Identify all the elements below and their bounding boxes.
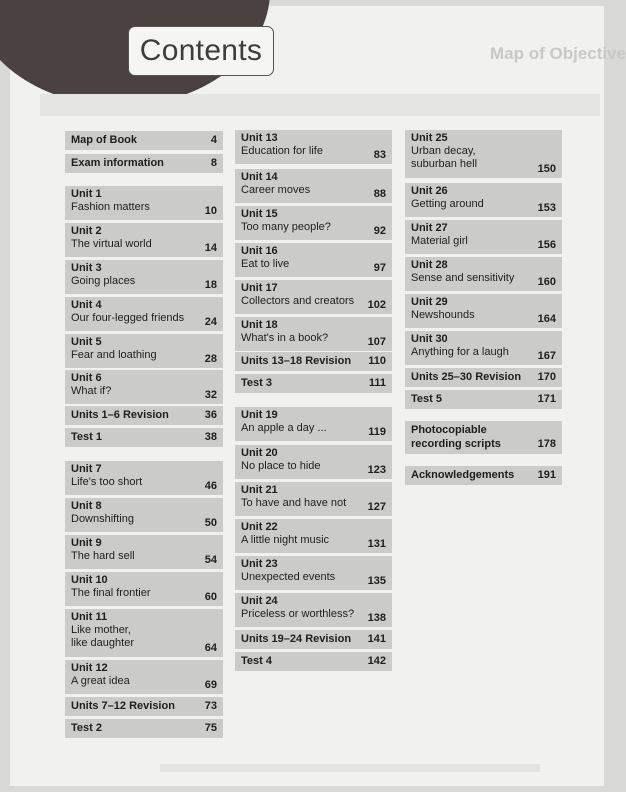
toc-entry-label: Test 3 <box>241 377 272 389</box>
toc-entry-page: 64 <box>204 642 217 654</box>
toc-entry-page: 123 <box>367 464 386 476</box>
toc-entry-page: 167 <box>537 350 556 362</box>
toc-entry-title: Like mother, like daughter <box>71 624 134 649</box>
toc-entry-page: 73 <box>204 700 217 712</box>
toc-entry-page: 32 <box>204 389 217 401</box>
toc-entry[interactable] <box>405 368 562 387</box>
toc-entry-page: 46 <box>204 480 217 492</box>
toc-entry-page: 107 <box>367 336 386 348</box>
toc-entry-label: Units 7–12 Revision <box>71 700 175 712</box>
toc-entry-title: Eat to live <box>241 258 290 270</box>
toc-entry[interactable] <box>65 719 223 738</box>
toc-entry-label: Unit 8 <box>71 500 102 512</box>
toc-entry-title: Priceless or worthless? <box>241 608 355 620</box>
toc-entry-title: A great idea <box>71 675 130 687</box>
toc-entry[interactable] <box>235 280 392 314</box>
toc-entry-label: Unit 24 <box>241 595 278 607</box>
toc-entry-label: Exam information <box>71 157 164 169</box>
toc-entry-page: 150 <box>537 163 556 175</box>
toc-entry-page: 8 <box>210 157 217 169</box>
toc-entry-page: 102 <box>367 299 386 311</box>
toc-entry-page: 156 <box>537 239 556 251</box>
page-title: Contents <box>139 34 263 67</box>
toc-entry-label: Unit 2 <box>71 225 102 237</box>
toc-entry-label: Test 1 <box>71 431 102 443</box>
toc-entry-page: 97 <box>373 262 386 274</box>
toc-entry-page: 135 <box>367 575 386 587</box>
background-footer <box>160 764 540 772</box>
toc-entry-page: 24 <box>204 316 217 328</box>
toc-entry[interactable] <box>65 660 223 694</box>
toc-entry[interactable] <box>65 186 223 220</box>
toc-entry-page: 138 <box>367 612 386 624</box>
toc-entry-title: Material girl <box>411 235 468 247</box>
toc-entry-title: Downshifting <box>71 513 134 525</box>
toc-entry-page: 36 <box>204 409 217 421</box>
toc-entry[interactable] <box>235 243 392 277</box>
toc-entry-label: Test 2 <box>71 722 102 734</box>
toc-entry-label: Unit 19 <box>241 409 278 421</box>
toc-entry-page: 14 <box>204 242 217 254</box>
toc-entry-page: 18 <box>204 279 217 291</box>
toc-entry[interactable] <box>235 445 392 479</box>
toc-entry-page: 4 <box>210 134 217 146</box>
toc-entry-page: 171 <box>537 393 556 405</box>
toc-entry-title: Fashion matters <box>71 201 150 213</box>
toc-entry-title: What's in a book? <box>241 332 329 344</box>
toc-entry[interactable] <box>235 593 392 627</box>
toc-entry-page: 10 <box>204 205 217 217</box>
toc-entry[interactable] <box>235 317 392 351</box>
toc-entry-page: 131 <box>367 538 386 550</box>
toc-entry-label: Map of Book <box>71 134 137 146</box>
toc-entry-label: Unit 17 <box>241 282 278 294</box>
toc-entry-label: Unit 11 <box>71 611 108 623</box>
toc-entry-title: Our four-legged friends <box>71 312 185 324</box>
toc-entry-title: Education for life <box>241 145 323 157</box>
toc-entry-label: Unit 22 <box>241 521 278 533</box>
toc-entry-title: Sense and sensitivity <box>411 272 515 284</box>
toc-entry-page: 141 <box>367 633 386 645</box>
toc-entry-label: Units 13–18 Revision <box>241 355 352 367</box>
toc-entry-page: 75 <box>204 722 217 734</box>
toc-entry-label: Unit 23 <box>241 558 278 570</box>
contents-title-box <box>128 26 274 76</box>
toc-entry-title: Life's too short <box>71 476 143 488</box>
toc-entry[interactable] <box>65 697 223 716</box>
toc-entry[interactable] <box>405 257 562 291</box>
toc-entry[interactable] <box>65 428 223 447</box>
toc-entry[interactable] <box>235 374 392 393</box>
toc-entry-title: The hard sell <box>71 550 135 562</box>
toc-entry[interactable] <box>235 630 392 649</box>
toc-entry-page: 153 <box>537 202 556 214</box>
toc-entry[interactable] <box>235 519 392 553</box>
toc-entry-title: The virtual world <box>71 238 152 250</box>
toc-entry-label: Unit 1 <box>71 188 102 200</box>
toc-entry[interactable] <box>235 556 392 590</box>
toc-entry-label: Unit 10 <box>71 574 108 586</box>
toc-entry[interactable] <box>65 131 223 150</box>
toc-entry-label: Unit 15 <box>241 208 278 220</box>
toc-entry-page: 191 <box>537 469 556 481</box>
toc-entry-title: What if? <box>71 385 112 397</box>
toc-entry[interactable] <box>405 130 562 178</box>
toc-entry[interactable] <box>65 223 223 257</box>
toc-entry[interactable] <box>235 206 392 240</box>
toc-entry-label: Unit 18 <box>241 319 278 331</box>
toc-entry-label: Unit 7 <box>71 463 102 475</box>
toc-entry-title: Collectors and creators <box>241 295 355 307</box>
toc-entry-label: Unit 5 <box>71 336 102 348</box>
toc-entry[interactable] <box>65 260 223 294</box>
toc-entry[interactable] <box>235 169 392 203</box>
toc-entry-page: 127 <box>367 501 386 513</box>
toc-entry-title: The final frontier <box>71 587 151 599</box>
toc-entry-label: Unit 28 <box>411 259 448 271</box>
toc-entry-title: To have and have not <box>241 497 347 509</box>
toc-entry-label: Unit 26 <box>411 185 448 197</box>
toc-entry[interactable] <box>65 461 223 495</box>
toc-entry-page: 28 <box>204 353 217 365</box>
toc-entry[interactable] <box>405 421 562 454</box>
toc-entry-title: A little night music <box>241 534 330 546</box>
toc-entry-label: Unit 16 <box>241 245 278 257</box>
toc-entry-title: Going places <box>71 275 136 287</box>
toc-entry[interactable] <box>405 331 562 365</box>
toc-entry[interactable] <box>65 334 223 368</box>
toc-entry-label: Unit 25 <box>411 132 448 144</box>
toc-entry-label: Unit 27 <box>411 222 448 234</box>
toc-entry[interactable] <box>65 609 223 657</box>
toc-entry[interactable] <box>235 352 392 371</box>
toc-entry-label: Units 25–30 Revision <box>411 371 522 383</box>
toc-entry-label: Acknowledgements <box>411 469 515 481</box>
toc-entry[interactable] <box>235 652 392 671</box>
toc-entry-title: Unexpected events <box>241 571 336 583</box>
toc-entry-page: 110 <box>368 355 386 367</box>
toc-entry[interactable] <box>65 406 223 425</box>
toc-entry-title: Newshounds <box>411 309 475 321</box>
toc-entry-title: Urban decay, suburban hell <box>411 145 478 170</box>
toc-entry-label: Photocopiable recording scripts <box>411 424 501 450</box>
toc-entry-label: Unit 3 <box>71 262 102 274</box>
toc-entry[interactable] <box>65 535 223 569</box>
toc-entry-label: Test 4 <box>241 655 272 667</box>
toc-entry-page: 160 <box>537 276 556 288</box>
toc-entry-title: Fear and loathing <box>71 349 157 361</box>
toc-entry-label: Unit 12 <box>71 662 108 674</box>
toc-entry-page: 88 <box>373 188 386 200</box>
toc-entry-title: Getting around <box>411 198 484 210</box>
toc-entry[interactable] <box>65 297 223 331</box>
toc-entry-page: 83 <box>373 149 386 161</box>
toc-entry-page: 142 <box>367 655 386 667</box>
toc-entry-page: 60 <box>204 591 217 603</box>
toc-entry[interactable] <box>65 498 223 532</box>
toc-entry[interactable] <box>235 482 392 516</box>
toc-entry[interactable] <box>65 154 223 173</box>
toc-entry-title: Too many people? <box>241 221 331 233</box>
toc-entry[interactable] <box>65 370 223 404</box>
toc-entry-label: Unit 29 <box>411 296 448 308</box>
background-bar <box>40 94 600 116</box>
toc-entry-label: Units 1–6 Revision <box>71 409 169 421</box>
toc-entry-title: Career moves <box>241 184 311 196</box>
toc-entry[interactable] <box>65 572 223 606</box>
toc-entry-page: 178 <box>537 438 556 450</box>
toc-entry-label: Test 5 <box>411 393 442 405</box>
toc-entry[interactable] <box>405 466 562 485</box>
toc-entry-title: Anything for a laugh <box>411 346 509 358</box>
toc-entry-label: Unit 6 <box>71 372 102 384</box>
toc-entry[interactable] <box>405 220 562 254</box>
toc-entry-label: Unit 20 <box>241 447 278 459</box>
toc-entry-label: Unit 30 <box>411 333 448 345</box>
toc-entry-label: Unit 21 <box>241 484 278 496</box>
toc-entry-page: 170 <box>537 371 556 383</box>
toc-entry-title: An apple a day ... <box>241 422 327 434</box>
toc-entry[interactable] <box>405 183 562 217</box>
toc-entry-title: No place to hide <box>241 460 321 472</box>
toc-entry-label: Unit 14 <box>241 171 278 183</box>
toc-entry-label: Units 19–24 Revision <box>241 633 352 645</box>
toc-entry-label: Unit 13 <box>241 132 278 144</box>
toc-entry-page: 164 <box>537 313 556 325</box>
toc-entry-page: 50 <box>204 517 217 529</box>
toc-entry[interactable] <box>235 130 392 164</box>
toc-entry-page: 119 <box>368 426 386 438</box>
toc-entry-label: Unit 9 <box>71 537 102 549</box>
toc-entry-page: 111 <box>368 377 386 389</box>
toc-entry-page: 38 <box>204 431 217 443</box>
toc-entry-page: 92 <box>373 225 386 237</box>
toc-entry[interactable] <box>235 407 392 441</box>
toc-entry-page: 69 <box>204 679 217 691</box>
background-title: Map of Objective <box>490 44 626 63</box>
toc-entry[interactable] <box>405 390 562 409</box>
toc-entry-page: 54 <box>204 554 217 566</box>
toc-entry[interactable] <box>405 294 562 328</box>
toc-entry-label: Unit 4 <box>71 299 102 311</box>
